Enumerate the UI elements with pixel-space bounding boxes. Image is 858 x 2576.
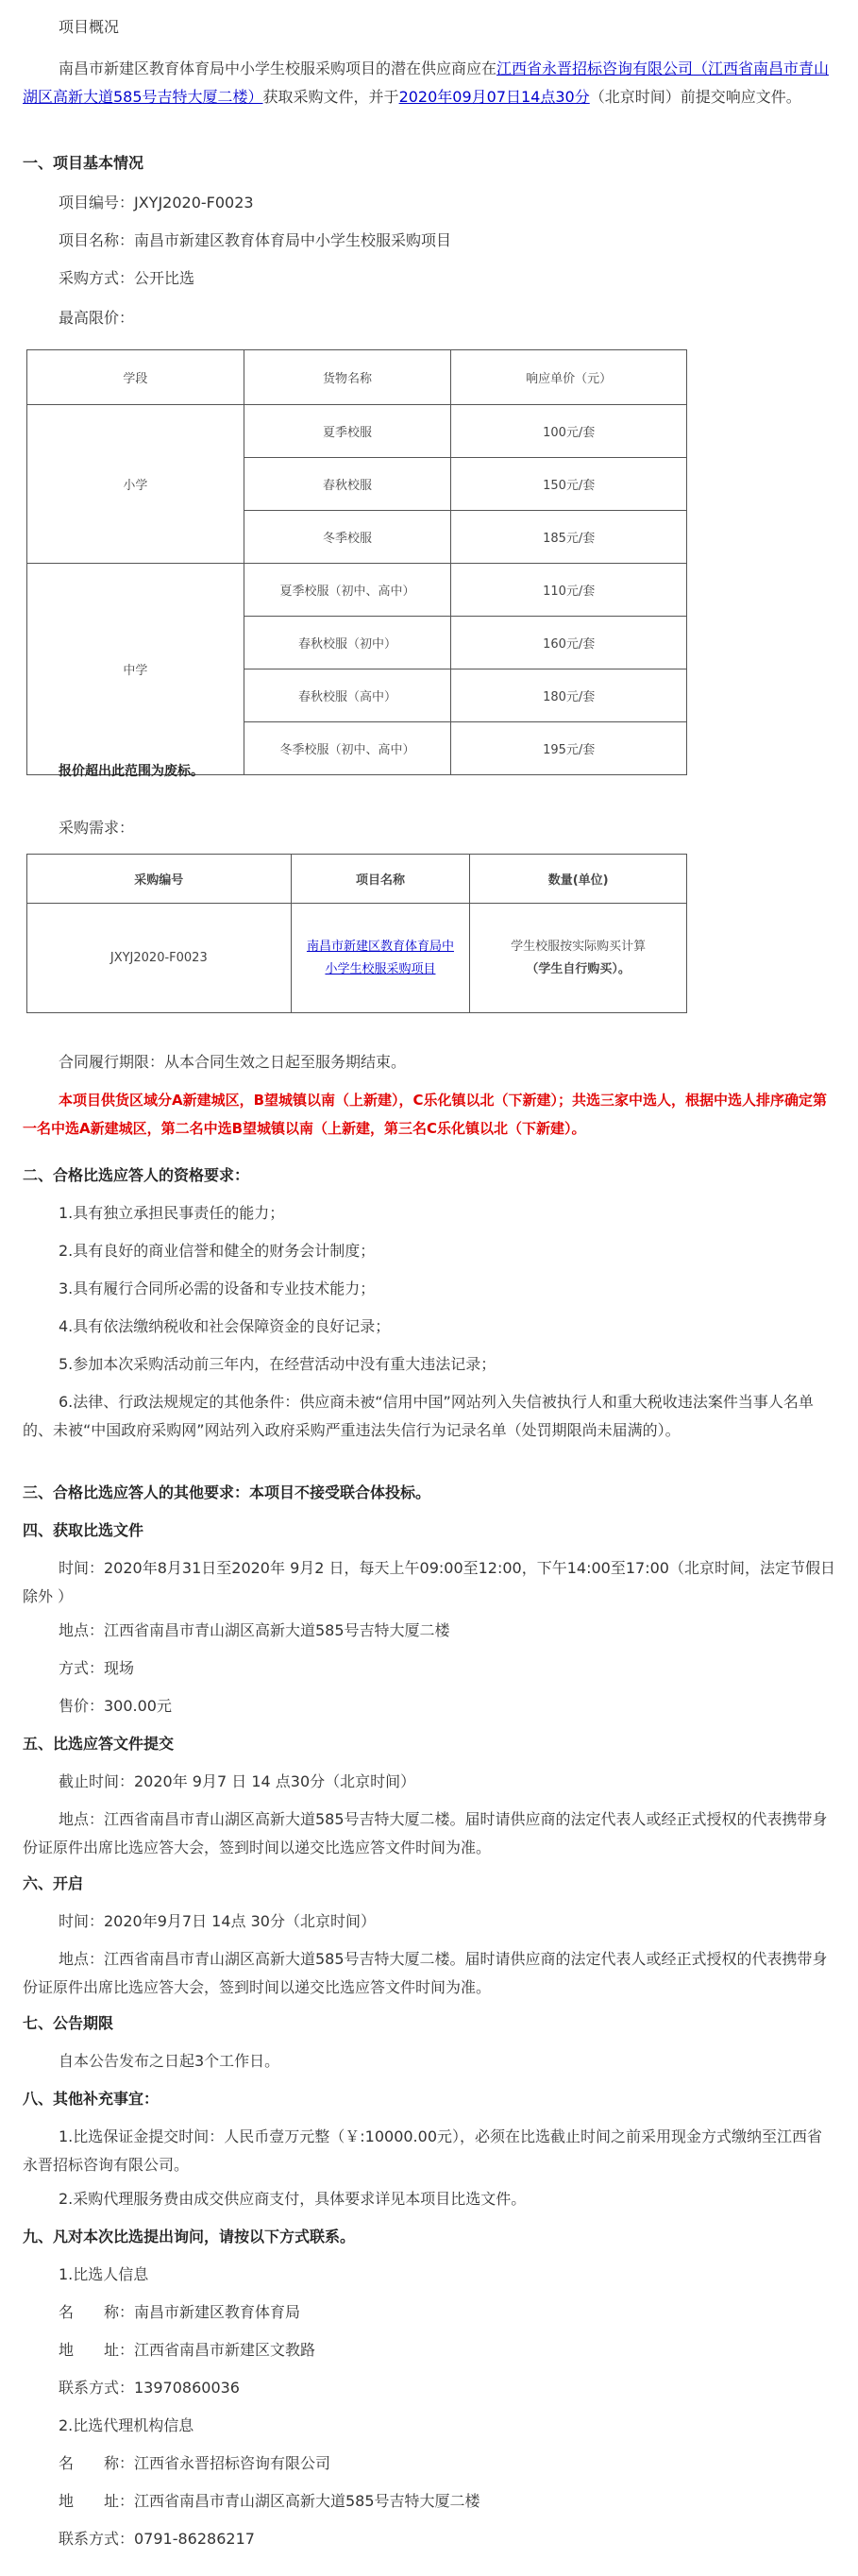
- address-link[interactable]: （江西省南昌市青山湖区高新大道585号吉特大厦二楼）: [23, 59, 830, 106]
- section-2-title: 二、合格比选应答人的资格要求：: [23, 1166, 250, 1184]
- agent-link[interactable]: 江西省永晋招标咨询有限公司: [496, 59, 694, 77]
- acquire-method: 方式：现场: [59, 1659, 135, 1677]
- table-row: [27, 904, 687, 1013]
- price-cell: 100元/套: [451, 405, 687, 458]
- contract-period: 合同履行期限：从本合同生效之日起至服务期结束。: [59, 1053, 407, 1071]
- submission-place: 地点：江西省南昌市青山湖区高新大道585号吉特大厦二楼。届时请供应商的法定代表人或经正式授权的代表携带身份证原件出席比选应答大会，签到时间以递交比选应答文件时间为准。: [23, 1810, 828, 1856]
- goods-cell: 冬季校服: [244, 511, 451, 564]
- supplement-item: 2.采购代理服务费由成交供应商支付，具体要求详见本项目比选文件。: [59, 2190, 527, 2208]
- overview-text-2: 获取采购文件，并于: [262, 88, 399, 106]
- goods-cell: 春秋校服（初中）: [244, 617, 451, 669]
- demand-project-link[interactable]: 南昌市新建区教育体育局中小学生校服采购项目: [306, 939, 454, 976]
- price-cell: 180元/套: [451, 669, 687, 722]
- qualification-item: 2.具有良好的商业信誉和健全的财务会计制度；: [59, 1242, 376, 1260]
- purchaser-info-title: 1.比选人信息: [59, 2265, 149, 2283]
- section-5-title: 五、比选应答文件提交: [23, 1735, 175, 1753]
- demand-header-number: 采购编号: [27, 855, 292, 904]
- opening-place: 地点：江西省南昌市青山湖区高新大道585号吉特大厦二楼。届时请供应商的法定代表人或经正式授权的代表携带身份证原件出席比选应答大会，签到时间以递交比选应答文件时间为准。: [23, 1950, 828, 1996]
- price-header-stage: 学段: [27, 350, 244, 405]
- price-cell: 150元/套: [451, 458, 687, 511]
- project-name: 项目名称：南昌市新建区教育体育局中小学生校服采购项目: [59, 231, 452, 249]
- price-table-header-row: [27, 350, 687, 405]
- demand-label: 采购需求：: [59, 819, 135, 837]
- max-price-label: 最高限价：: [59, 309, 135, 327]
- price-note: 报价超出此范围为废标。: [59, 764, 204, 779]
- qualification-item: 1.具有独立承担民事责任的能力；: [59, 1204, 285, 1222]
- document-price: 售价：300.00元: [59, 1697, 172, 1715]
- overview-paragraph: [23, 55, 835, 111]
- procurement-method: 采购方式：公开比选: [59, 269, 195, 287]
- demand-project-cell: [291, 904, 470, 1013]
- price-cell: 110元/套: [451, 564, 687, 617]
- demand-qty-cell: [470, 904, 687, 1013]
- price-cell: 160元/套: [451, 617, 687, 669]
- section-9-title: 九、凡对本次比选提出询问，请按以下方式联系。: [23, 2228, 356, 2246]
- section-7-title: 七、公告期限: [23, 2014, 114, 2032]
- acquire-place: 地点：江西省南昌市青山湖区高新大道585号吉特大厦二楼: [59, 1621, 450, 1639]
- section-3-title: 三、合格比选应答人的其他要求：本项目不接受联合体投标。: [23, 1483, 431, 1501]
- qualification-item: 4.具有依法缴纳税收和社会保障资金的良好记录；: [59, 1317, 391, 1335]
- agency-name: 名 称：江西省永晋招标咨询有限公司: [59, 2454, 331, 2472]
- acquire-time: 时间：2020年8月31日至2020年 9月2 日，每天上午09:00至12:00，下午14:00至17:00（北京时间，法定节假日除外 ）: [23, 1559, 835, 1605]
- project-number: 项目编号：JXYJ2020-F0023: [59, 194, 254, 212]
- overview-heading: 项目概况: [59, 18, 120, 36]
- opening-time: 时间：2020年9月7日 14点 30分（北京时间）: [59, 1912, 376, 1930]
- goods-cell: 夏季校服: [244, 405, 451, 458]
- submission-deadline: 截止时间：2020年 9月7 日 14 点30分（北京时间）: [59, 1772, 416, 1790]
- price-cell: 185元/套: [451, 511, 687, 564]
- demand-table: [26, 854, 687, 1013]
- section-8-title: 八、其他补充事宜：: [23, 2090, 160, 2108]
- demand-number-cell: JXYJ2020-F0023: [27, 904, 292, 1013]
- supply-area-note: 本项目供货区域分A新建城区，B望城镇以南（上新建），C乐化镇以北（下新建）；共选三家中选人，根据中选人排序确定第一名中选A新建城区，第二名中选B望城镇以南（上新建，第三名C乐化镇以北（下新建）。: [23, 1092, 828, 1137]
- goods-cell: 春秋校服（高中）: [244, 669, 451, 722]
- price-header-price: 响应单价（元）: [451, 350, 687, 405]
- price-limit-table: [26, 349, 687, 775]
- section-1-title: 一、项目基本情况: [23, 154, 144, 172]
- agency-contact: 联系方式：0791-86286217: [59, 2530, 255, 2548]
- agency-info-title: 2.比选代理机构信息: [59, 2416, 194, 2434]
- table-row: [27, 564, 687, 617]
- goods-cell: 春秋校服: [244, 458, 451, 511]
- notice-period: 自本公告发布之日起3个工作日。: [59, 2052, 280, 2070]
- supplement-item: 1.比选保证金提交时间：人民币壹万元整（￥:10000.00元），必须在比选截止时间之前采用现金方式缴纳至江西省永晋招标咨询有限公司。: [23, 2127, 823, 2174]
- price-cell: 195元/套: [451, 722, 687, 775]
- qualification-item: 6.法律、行政法规规定的其他条件：供应商未被“信用中国”网站列入失信被执行人和重大税收违法案件当事人名单的、未被“中国政府采购网”网站列入政府采购严重违法失信行为记录名单（处罚期限尚未届满的）。: [23, 1393, 814, 1439]
- overview-text-3: （北京时间）前提交响应文件。: [589, 88, 801, 106]
- stage-cell-primary: 小学: [27, 405, 244, 564]
- stage-cell-secondary: 中学: [27, 564, 244, 775]
- goods-cell: 冬季校服（初中、高中）: [244, 722, 451, 775]
- qualification-item: 5.参加本次采购活动前三年内，在经营活动中没有重大违法记录；: [59, 1355, 496, 1373]
- table-row: [27, 405, 687, 458]
- goods-cell: 夏季校服（初中、高中）: [244, 564, 451, 617]
- qualification-item: 3.具有履行合同所必需的设备和专业技术能力；: [59, 1280, 376, 1297]
- agency-address: 地 址：江西省南昌市青山湖区高新大道585号吉特大厦二楼: [59, 2492, 480, 2510]
- demand-header-project: 项目名称: [291, 855, 470, 904]
- purchaser-name: 名 称：南昌市新建区教育体育局: [59, 2303, 301, 2321]
- demand-header-row: [27, 855, 687, 904]
- section-4-title: 四、获取比选文件: [23, 1521, 144, 1539]
- demand-qty-note: （学生自行购买）。: [526, 961, 631, 976]
- purchaser-contact: 联系方式：13970860036: [59, 2379, 240, 2397]
- deadline-link[interactable]: 2020年09月07日14点30分: [398, 88, 590, 106]
- purchaser-address: 地 址：江西省南昌市新建区文教路: [59, 2341, 316, 2359]
- demand-header-qty: 数量(单位): [470, 855, 687, 904]
- section-6-title: 六、开启: [23, 1874, 84, 1892]
- overview-text-1: 南昌市新建区教育体育局中小学生校服采购项目的潜在供应商应在: [59, 59, 497, 77]
- price-header-goods: 货物名称: [244, 350, 451, 405]
- demand-qty-text: 学生校服按实际购买计算: [511, 939, 647, 954]
